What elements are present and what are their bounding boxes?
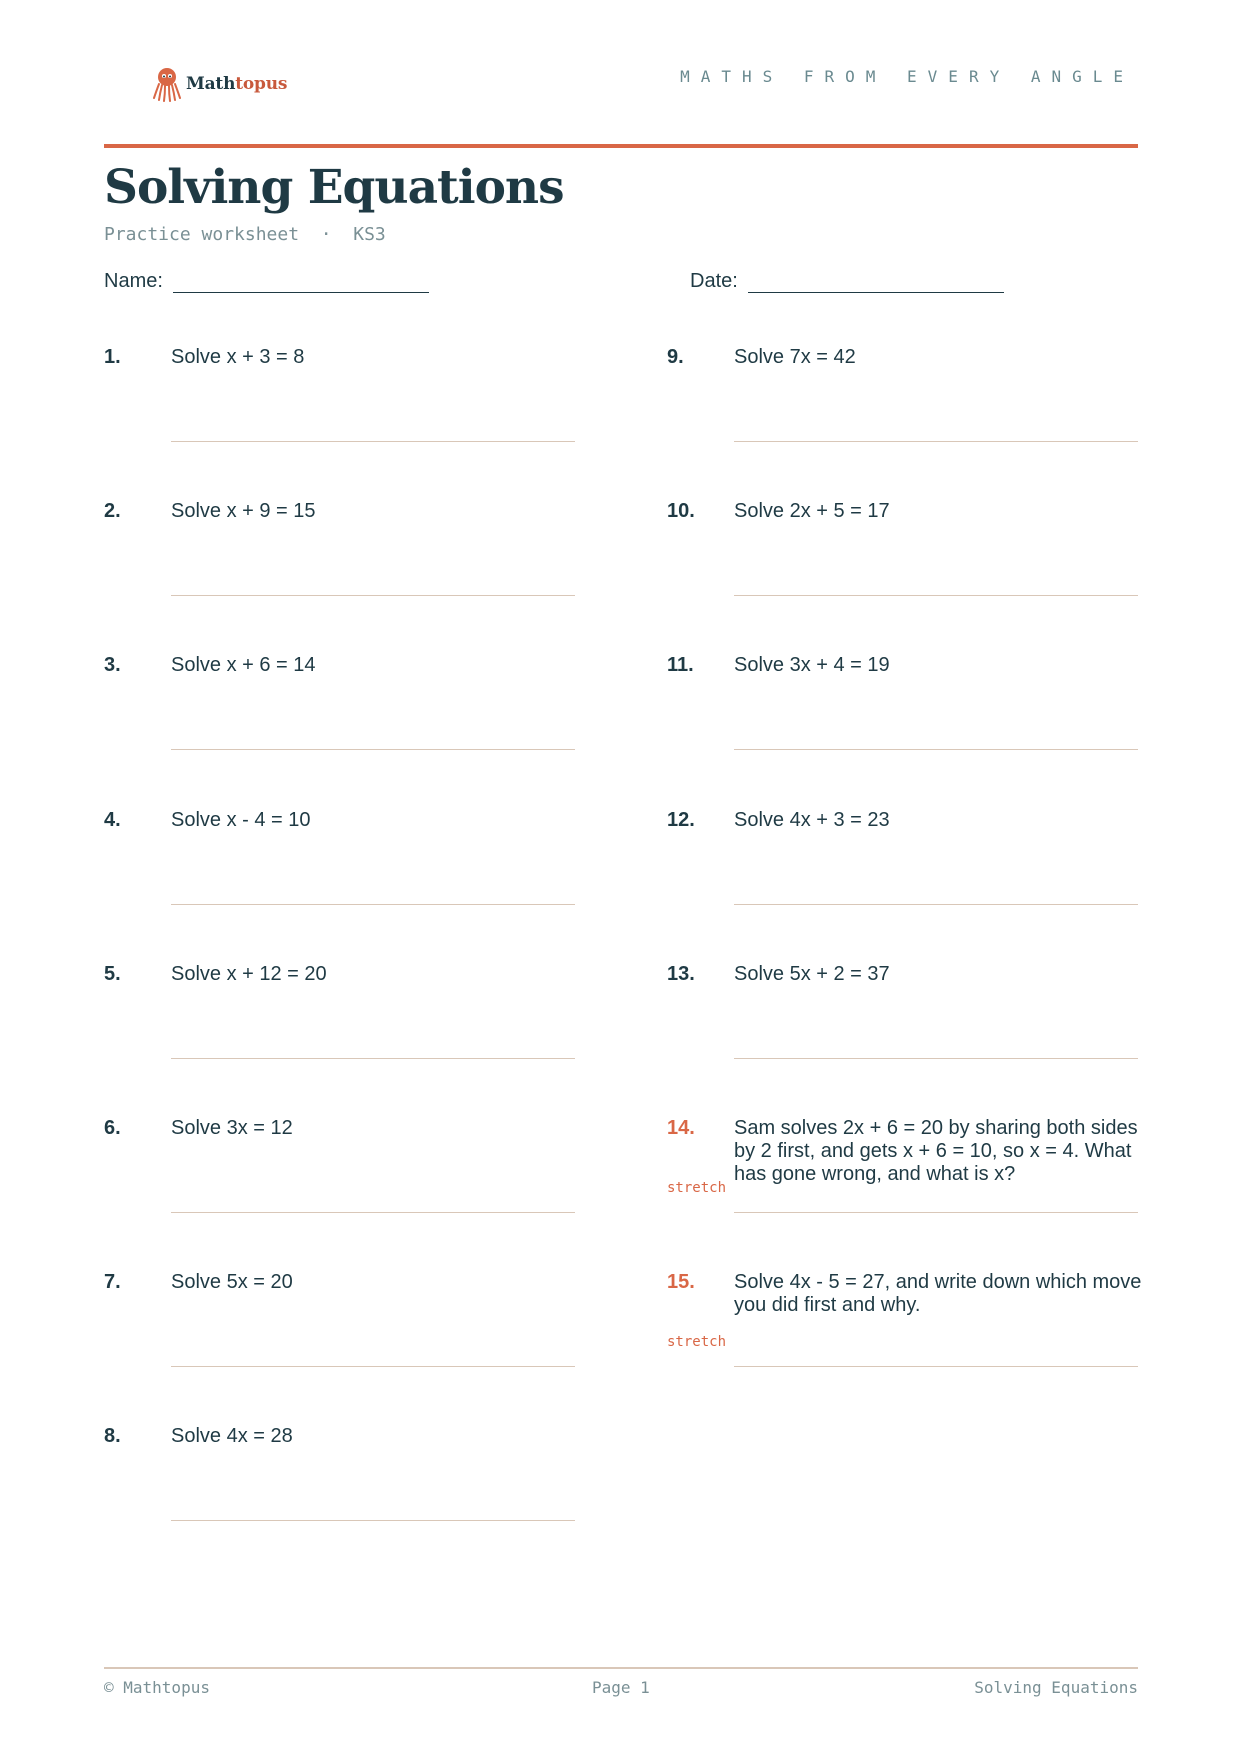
tagline: MATHS FROM EVERY ANGLE [680, 67, 1134, 86]
brand-name [186, 74, 287, 94]
brand-logo [152, 66, 287, 102]
page-title: Solving Equations [104, 160, 564, 215]
footer-doc-title: Solving Equations [974, 1678, 1138, 1697]
answer-line[interactable] [171, 904, 575, 905]
name-label: Name: [104, 270, 163, 292]
answer-line[interactable] [171, 595, 575, 596]
brand-name-part1: Math [186, 74, 236, 94]
question-number: 1. [104, 346, 121, 368]
answer-line[interactable] [171, 749, 575, 750]
octopus-icon [152, 66, 182, 102]
answer-line[interactable] [734, 1058, 1138, 1059]
question-text: Solve 3x = 12 [171, 1117, 293, 1139]
question-number: 11. [667, 654, 694, 676]
question-number: 2. [104, 500, 121, 522]
question-number: 12. [667, 809, 695, 831]
footer-page-number: Page 1 [592, 1678, 650, 1697]
question-text: Solve x - 4 = 10 [171, 809, 311, 831]
footer-rule [104, 1667, 1138, 1669]
question-text: Solve x + 6 = 14 [171, 654, 316, 676]
stretch-tag: stretch [667, 1180, 727, 1196]
question-number: 14. [667, 1117, 695, 1139]
footer-copyright: © Mathtopus [104, 1678, 210, 1697]
question-text: Solve x + 3 = 8 [171, 346, 305, 368]
question-text: Solve 4x + 3 = 23 [734, 809, 890, 831]
question-number: 3. [104, 654, 121, 676]
question-number: 6. [104, 1117, 121, 1139]
question-number: 9. [667, 346, 684, 368]
answer-line[interactable] [171, 1212, 575, 1213]
question-text: Solve x + 12 = 20 [171, 963, 327, 985]
answer-line[interactable] [734, 1366, 1138, 1367]
question-text: Solve 7x = 42 [734, 346, 856, 368]
answer-line[interactable] [734, 595, 1138, 596]
question-text: Solve 5x + 2 = 37 [734, 963, 890, 985]
question-number: 13. [667, 963, 695, 985]
date-field[interactable] [690, 268, 1004, 293]
name-field[interactable] [104, 268, 429, 293]
name-blank[interactable] [173, 268, 429, 293]
question-number: 7. [104, 1271, 121, 1293]
question-text: Sam solves 2x + 6 = 20 by sharing both sides by 2 first, and gets x + 6 = 10, so x = 4. What has gone wrong, and what is x? [734, 1117, 1138, 1185]
question-text: Solve x + 9 = 15 [171, 500, 316, 522]
answer-line[interactable] [171, 1366, 575, 1367]
question-text: Solve 4x - 5 = 27, and write down which move you did first and why. [734, 1271, 1142, 1316]
header-rule [104, 144, 1138, 148]
answer-line[interactable] [734, 904, 1138, 905]
date-blank[interactable] [748, 268, 1004, 293]
answer-line[interactable] [171, 1058, 575, 1059]
answer-line[interactable] [734, 749, 1138, 750]
question-number: 15. [667, 1271, 695, 1293]
question-number: 8. [104, 1425, 121, 1447]
question-number: 10. [667, 500, 695, 522]
answer-line[interactable] [171, 441, 575, 442]
question-text: Solve 5x = 20 [171, 1271, 293, 1293]
page-subtitle: Practice worksheet · KS3 [104, 224, 386, 245]
question-number: 5. [104, 963, 121, 985]
brand-name-part2: topus [235, 74, 288, 94]
stretch-tag: stretch [667, 1334, 727, 1350]
question-number: 4. [104, 809, 121, 831]
answer-line[interactable] [734, 441, 1138, 442]
date-label: Date: [690, 270, 738, 292]
answer-line[interactable] [171, 1520, 575, 1521]
answer-line[interactable] [734, 1212, 1138, 1213]
question-text: Solve 2x + 5 = 17 [734, 500, 890, 522]
question-text: Solve 3x + 4 = 19 [734, 654, 890, 676]
question-text: Solve 4x = 28 [171, 1425, 293, 1447]
